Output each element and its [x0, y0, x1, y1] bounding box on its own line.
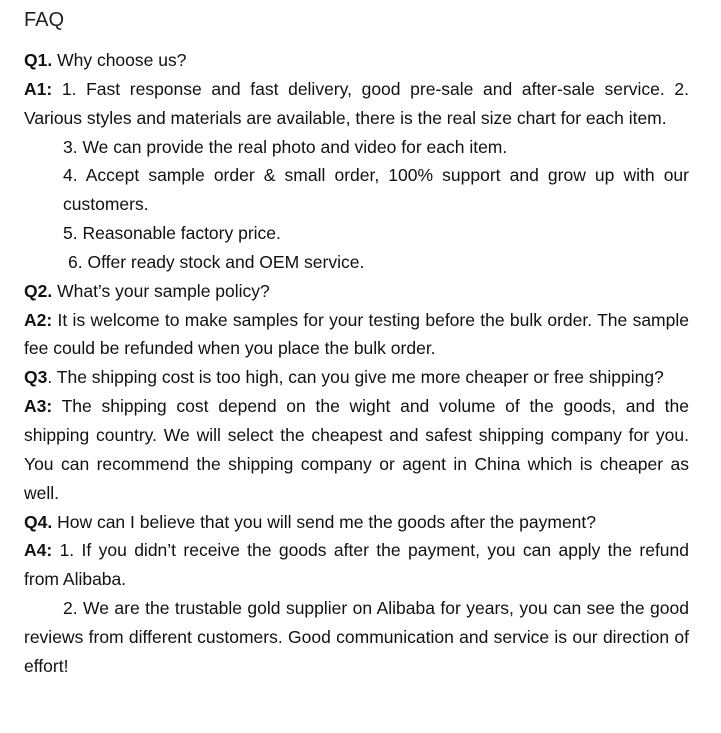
- answer-1: [24, 75, 689, 133]
- question-label: Q4.: [24, 511, 53, 532]
- answer-text: 1. If you didn’t receive the goods after the payment, you can apply the refund from Alibaba.: [24, 540, 689, 590]
- question-text: . The shipping cost is too high, can you give me more cheaper or free shipping?: [47, 367, 664, 388]
- answer-4: [24, 536, 689, 594]
- answer-label: A3:: [24, 396, 53, 417]
- question-label: Q3: [24, 367, 48, 388]
- answer-label: A4:: [24, 540, 53, 561]
- question-2: [24, 277, 689, 306]
- question-text: How can I believe that you will send me the goods after the payment?: [52, 511, 597, 532]
- answer-2: [24, 306, 689, 364]
- answer-1-item-4: 4. Accept sample order & small order, 100% support and grow up with our customers.: [63, 165, 689, 215]
- question-label: Q1.: [24, 50, 53, 70]
- page-title: FAQ: [24, 9, 65, 31]
- answer-1-item-6: 6. Offer ready stock and OEM service.: [68, 251, 365, 272]
- answer-3: [24, 392, 689, 507]
- question-text: Why choose us?: [52, 50, 187, 70]
- question-3: [24, 363, 689, 392]
- answer-text: It is welcome to make samples for your testing before the bulk order. The sample fee could be refunded when you place the bulk order.: [24, 309, 689, 359]
- answer-1-item-5: 5. Reasonable factory price.: [63, 223, 281, 244]
- answer-text: 1. Fast response and fast delivery, good pre-sale and after-sale service. 2. Various styles and materials are available, there is the real size chart for each item.: [24, 78, 689, 128]
- question-4: [24, 508, 689, 537]
- faq-content: [24, 46, 689, 681]
- answer-4-item-2: 2. We are the trustable gold supplier on Alibaba for years, you can see the good reviews from different customers. Good communication and service is our direction of effort!: [24, 598, 689, 676]
- answer-label: A1:: [24, 78, 53, 99]
- answer-label: A2:: [24, 309, 53, 330]
- question-label: Q2.: [24, 280, 53, 301]
- question-1: [24, 46, 689, 75]
- answer-text: The shipping cost depend on the wight and volume of the goods, and the shipping country. We will select the cheapest and safest shipping company for you. You can recommend the shipping company or agent in China which is cheaper as well.: [24, 396, 689, 503]
- question-text: What’s your sample policy?: [52, 280, 270, 301]
- answer-1-item-3: 3. We can provide the real photo and video for each item.: [63, 136, 508, 157]
